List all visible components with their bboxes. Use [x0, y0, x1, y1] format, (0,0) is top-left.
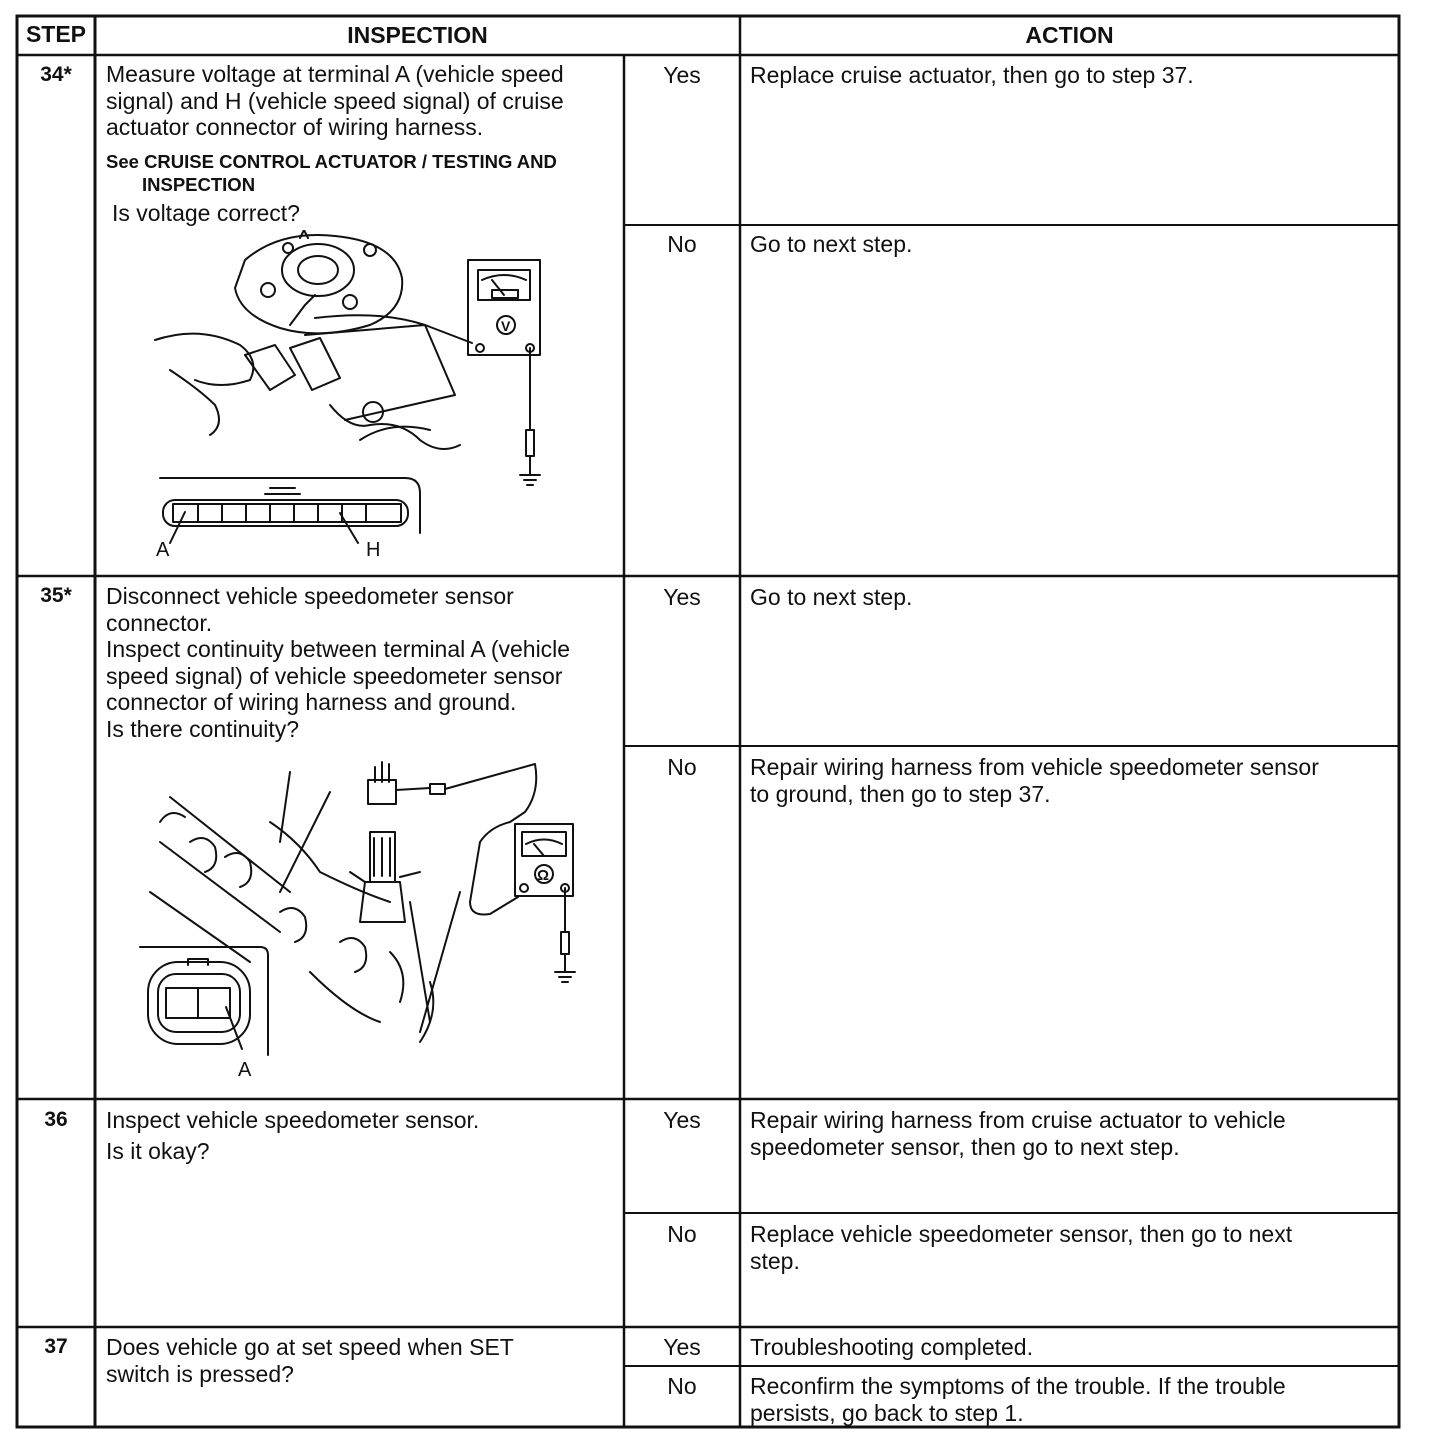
action-text: Repair wiring harness from cruise actuator to vehicle speedometer sensor, then go to next step.: [750, 1107, 1286, 1160]
terminal-a-label: A: [238, 1059, 252, 1081]
terminal-a-label: A: [156, 539, 170, 561]
inspection-text: Measure voltage at terminal A (vehicle speed signal) and H (vehicle speed signal) of cruise actuator connector of wiring harness.: [106, 61, 564, 140]
ohmmeter-sensor-diagram-icon: [130, 752, 600, 1087]
step-number: 37: [44, 1335, 68, 1358]
voltmeter-symbol: V: [501, 318, 511, 334]
inspection-text: Does vehicle go at set speed when SET switch is pressed?: [106, 1334, 514, 1387]
inspection-text: Disconnect vehicle speedometer sensor connector. Inspect continuity between terminal A (vehicle speed signal) of vehicle speedometer sensor connector of wiring harness and ground. Is there continuity?: [106, 583, 571, 742]
reference-link: [106, 150, 557, 196]
action-text: Go to next step.: [750, 231, 913, 257]
result-yes: Yes: [663, 584, 701, 610]
header-step: STEP: [25, 21, 87, 47]
reference-title: CRUISE CONTROL ACTUATOR / TESTING AND INSPECTION: [141, 151, 557, 195]
step-number: 34*: [40, 63, 72, 86]
result-no: No: [667, 231, 697, 257]
action-text: Go to next step.: [750, 584, 913, 610]
inspection-text: Inspect vehicle speedometer sensor.: [106, 1107, 480, 1133]
step-number: 36: [44, 1108, 68, 1131]
result-no: No: [667, 1373, 697, 1399]
result-yes: Yes: [663, 62, 701, 88]
header-action: ACTION: [1025, 22, 1114, 48]
result-yes: Yes: [663, 1334, 701, 1360]
reference-see: See: [106, 151, 145, 172]
voltmeter-connector-diagram-icon: [140, 230, 610, 565]
header-inspection: INSPECTION: [347, 22, 488, 48]
action-text: Troubleshooting completed.: [750, 1334, 1033, 1360]
ohmmeter-symbol: Ω: [537, 867, 550, 884]
step-number: 35*: [40, 584, 72, 607]
result-no: No: [667, 1221, 697, 1247]
result-no: No: [667, 754, 697, 780]
result-yes: Yes: [663, 1107, 701, 1133]
terminal-h-label: H: [366, 539, 381, 561]
inspection-question: Is it okay?: [106, 1138, 210, 1164]
action-text: Replace vehicle speedometer sensor, then go to next step.: [750, 1221, 1293, 1274]
action-text: Repair wiring harness from vehicle speedometer sensor to ground, then go to step 37.: [750, 754, 1319, 807]
action-text: Replace cruise actuator, then go to step 37.: [750, 62, 1194, 88]
action-text: Reconfirm the symptoms of the trouble. If the trouble persists, go back to step 1.: [750, 1373, 1286, 1426]
inspection-question: Is voltage correct?: [112, 200, 300, 226]
